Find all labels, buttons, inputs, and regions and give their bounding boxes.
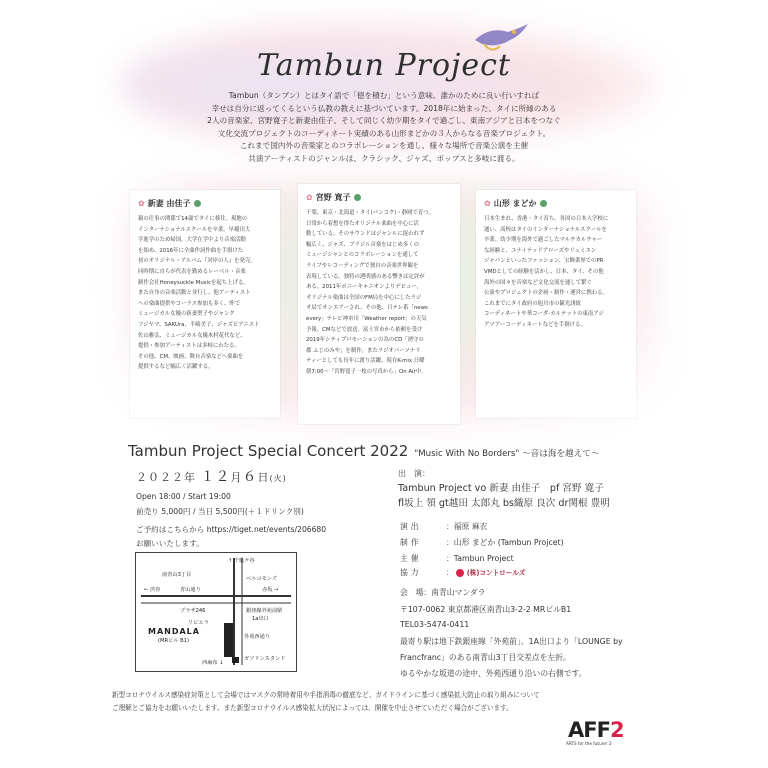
bio-line: 日本生まれ、香港・タイ育ち。各国の日本人学校に xyxy=(484,216,609,222)
covid-notice xyxy=(112,689,540,715)
bio-line: また自身の音楽活動と並行し、他アーティスト xyxy=(138,290,251,297)
venue-address: 〒107-0062 東京都港区南青山3-2-2 MRビルB1 xyxy=(400,605,572,614)
concert-title xyxy=(128,442,599,460)
bio-line: 提供するなど幅広く活躍する。 xyxy=(138,364,214,371)
bio-line: 動している。そのサウンドはジャンルに捉われず xyxy=(306,231,425,238)
venue-access: ゆるやかな坂道の途中、外苑西通り沿いの右側です。 xyxy=(400,669,587,678)
bio-line: 都 ふじのみや」を制作。またラジオパーソナリ xyxy=(306,347,421,354)
bio-line: コーディネートや華コーダ-カルテットの東南アジ xyxy=(484,311,604,318)
concert-subtitle: "Music With No Borders" 〜音は海を越えて〜 xyxy=(414,449,600,459)
bio-line: 佐山雅弘、ミュージカル女優木村花代など、 xyxy=(138,332,246,339)
member-name: ✿ 山形 まどか xyxy=(484,198,547,209)
date-day-unit: 日 xyxy=(257,471,270,484)
credit-direction xyxy=(400,521,487,532)
bio-line: これまでにタイ政府の旭川市の観光誘致 xyxy=(484,300,581,307)
flower-icon: ✿ xyxy=(484,199,491,208)
leaf-icon xyxy=(540,200,547,207)
bio-line: ジャパンといったファッション、宝飾業界でのPR xyxy=(484,258,604,265)
intro-text xyxy=(150,90,618,166)
date-month-unit: 月 xyxy=(230,471,243,484)
performers-label: 出 演： xyxy=(398,469,430,478)
concert-title-text: Tambun Project Special Concert 2022 xyxy=(128,442,409,460)
map-label: ↑ 千駄ケ谷 xyxy=(228,558,255,564)
credit-cooperation xyxy=(400,567,525,578)
credit-key: 制作 xyxy=(400,538,422,547)
bio-line: 予報、CMなどで放送。富士宮市から依頼を受け xyxy=(306,326,423,333)
member-bio xyxy=(306,208,434,378)
credit-value: ：山形 まどか (Tambun Projcet) xyxy=(446,538,564,547)
bio-line: 提供・参加アーティストは多岐にわたる。 xyxy=(138,343,240,350)
map-label: 銀座線外苑前駅 xyxy=(246,608,283,614)
bio-line: every」テレビ神奈川「Weather report」の天気 xyxy=(306,315,427,322)
member-bio xyxy=(138,214,260,373)
bio-line: 2019年シティプロモーションの為のCD「湧守の xyxy=(306,337,424,344)
map-label: 西麻布 ↓ xyxy=(202,660,224,666)
map-label: MANDALA xyxy=(148,627,200,636)
bio-line: 表現している。独特の透明感のある響きは定評が xyxy=(306,273,425,280)
bio-line: ある。2011年ポニーキャニオンよりデビュー。 xyxy=(306,284,422,291)
venue-access: Francfranc」のある南青山3丁目交差点を左折。 xyxy=(400,653,571,662)
bio-line: 公演やプロジェクトの企画・制作・運営に携わる。 xyxy=(484,290,608,297)
map-label: ベルコモンズ xyxy=(246,576,277,582)
credit-value: ： xyxy=(446,568,454,577)
open-start-time: Open 18:00 / Start 19:00 xyxy=(136,492,231,501)
logo-number: 2 xyxy=(609,718,624,742)
bio-line: フジヤマ、SAKUra、半崎美子、ジャズピアニスト xyxy=(138,321,260,328)
concert-date xyxy=(136,466,287,486)
performers xyxy=(398,466,610,511)
bio-line: 幅広く、ジャズ、ブラジル音楽をはじめ多くの xyxy=(306,241,420,248)
leaf-icon xyxy=(354,194,361,201)
member-card-miyano xyxy=(298,184,460,424)
reservation-link[interactable]: ご予約はこちらから https://tiget.net/events/206680 xyxy=(136,525,327,534)
date-day: ６ xyxy=(242,469,258,485)
credit-key: 協力 xyxy=(400,568,422,577)
aff2-logo xyxy=(568,718,624,742)
flower-icon: ✿ xyxy=(138,199,145,208)
intro-line: 2人の音楽家、宮野寛子と新妻由佳子、そして同じく幼少期をタイで過ごし、東南アジアと日本をつなぐ xyxy=(207,116,561,126)
member-card-yamagata xyxy=(476,190,636,418)
bio-line: 親の仕事の関係で14歳でタイに移住。現地の xyxy=(138,216,248,222)
map-label: ガソリンスタンド xyxy=(244,656,286,662)
credit-value: ：Tambun Project xyxy=(446,554,514,563)
bio-line: VMDとしての経験を活かし、日本、タイ、その他 xyxy=(484,268,604,275)
venue-access: 最寄り駅は地下鉄銀座線「外苑前」。1A出口より「LOUNGE by xyxy=(400,637,623,646)
credit-value: ：福原 麻衣 xyxy=(446,522,488,531)
bio-line: ライブやレコーディングで独自の音楽世界観を xyxy=(306,262,419,269)
bio-line: への楽曲提供やコーラス参加も多く、昨で xyxy=(138,300,241,307)
date-weekday: (火) xyxy=(269,474,287,483)
bio-line: その他、CM、映画、舞台音楽などへ楽曲を xyxy=(138,353,244,360)
reservation-note: お願いいたします。 xyxy=(136,539,204,548)
bio-line: 卒業。幼少期を海外で過ごしたマルチカルチャー xyxy=(484,237,603,244)
performers-line: Tambun Project vo 新妻 由佳子 pf 宮野 寛子 xyxy=(398,483,604,494)
credit-organizer xyxy=(400,553,514,564)
map-label: ← 渋谷 xyxy=(144,587,161,593)
bio-line: インターナショナルスクールを卒業。早稲田大 xyxy=(138,226,251,233)
bio-line: ミュージシャンとのコラボレーションを通して xyxy=(306,252,419,259)
bio-line: 学進学のため帰国。大学在学中より音楽活動 xyxy=(138,237,246,244)
credit-key: 演出 xyxy=(400,522,422,531)
bio-line: オ局でオンエアーされ、その他、日テレ系「news xyxy=(306,305,428,312)
aff2-logo-caption: ARTS for the future! 2 xyxy=(566,741,612,746)
bio-line: アツアーコーディネートなどを手掛ける。 xyxy=(484,321,586,328)
map-label: プラザ246 xyxy=(180,608,206,614)
bio-line: ミュージカル女優の新妻聖子やジャンク xyxy=(138,311,235,318)
ticket-price: 前売り 5,000円 / 当日 5,500円(＋１ドリンク別) xyxy=(136,507,304,516)
intro-line: 文化交流プロジェクトのコーディネート実績のある山形まどかの３人からなる音楽プロジェクト。 xyxy=(217,128,551,138)
sponsor-logo xyxy=(456,569,464,577)
notice-line: 新型コロナウイルス感染症対策として会場ではマスクの常時着用や手指消毒の徹底など、ガイドラインに基づく感染拡大防止の取り組みについて xyxy=(112,691,540,699)
intro-line: Tambun（タンブン）とはタイ語で「徳を積む」という意味。誰かのために良い行いすれば xyxy=(228,91,540,100)
flower-icon: ✿ xyxy=(306,193,313,202)
intro-line: これまで国内外の音楽家とのコラボレーションを通し、様々な場所で音楽公演を主催 xyxy=(239,141,529,151)
member-bio xyxy=(484,214,608,331)
intro-line: 幸せは自分に返ってくるという仏教の教えに基づいています。2018年に始まった、タイに所縁のある xyxy=(211,103,557,113)
credit-key: 主催 xyxy=(400,554,422,563)
member-name: ✿ 新妻 由佳子 xyxy=(138,198,201,209)
map-label: 外苑西通り xyxy=(244,634,270,640)
map-label: (MRビル B1) xyxy=(158,638,190,644)
bio-line: 日常から着想を得たオリジナル楽曲を中心に活 xyxy=(306,220,419,227)
member-name: ✿ 宮野 寛子 xyxy=(306,192,361,203)
sponsor-name: (株)コントロールズ xyxy=(466,569,526,577)
map-label: 1a出口 xyxy=(252,616,269,622)
bio-line: 千葉、東京・北海道・タイ(バンコク)・静岡で育つ。 xyxy=(306,210,434,216)
venue-map xyxy=(135,552,297,672)
bio-line: ティーとしても長年に渡り活躍。現在K-mix 日曜 xyxy=(306,358,425,365)
map-label: 赤坂 → xyxy=(262,587,279,593)
performers-line: fl坂上 領 gt越田 太郎丸 bs織原 良次 dr関根 豊明 xyxy=(398,498,610,509)
bio-line: な経験と、ユナイテッドアローズやリュミエン xyxy=(484,247,597,254)
member-card-niitsuma xyxy=(130,190,280,418)
logo-text: AFF xyxy=(568,718,610,742)
date-year: ２０２２年 xyxy=(136,471,196,484)
bio-line: 朝7:00〜「宮野寛子一枚の写真から」On Air中。 xyxy=(306,368,427,375)
bio-line: 制作会社Honeysuckle Musicを起ち上げる。 xyxy=(138,279,249,286)
notice-line: ご理解とご協力をお願いいたします。また新型コロナウイルス感染拡大状況によっては、開催を中止させていただく場合がございます。 xyxy=(112,704,513,712)
bio-line: 初のオリジナル・アルバム『対岸の人』を発売。 xyxy=(138,258,256,265)
bio-line: 通い、高校はタイのインターナショナルスクールを xyxy=(484,226,607,233)
page-title: Tambun Project xyxy=(257,48,511,83)
intro-line: 共演アーティストのジャンルは、クラシック、ジャズ、ポップスと多岐に渡る。 xyxy=(248,153,520,163)
map-label: 青山通り xyxy=(180,587,201,593)
venue-tel: TEL03-5474-0411 xyxy=(400,620,470,629)
credit-production xyxy=(400,537,564,548)
leaf-icon xyxy=(194,200,201,207)
bio-line: 同時期に自らが代表を勤めるレーベル・音楽 xyxy=(138,268,246,275)
bio-line: オリジナル楽曲は全国のFM局を中心にしたラジ xyxy=(306,294,422,301)
map-label: リビエラ xyxy=(188,620,209,626)
bio-line: 海外の国々を音楽など文化交流を通して繋ぐ xyxy=(484,279,592,286)
bio-line: を始め、2016年に全曲作詞作曲を手掛けた xyxy=(138,247,244,254)
venue-name: 会 場：南青山マンダラ xyxy=(400,588,486,597)
map-label: 南青山3丁目 xyxy=(162,572,192,578)
date-month: １２ xyxy=(200,469,231,485)
